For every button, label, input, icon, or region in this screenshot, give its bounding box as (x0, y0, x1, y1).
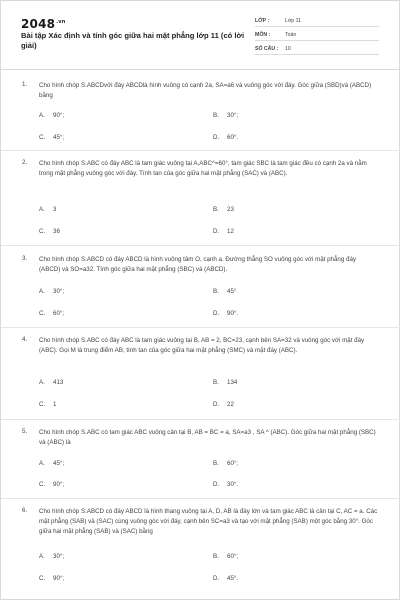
option-letter: B. (213, 206, 219, 213)
meta-subject (255, 29, 379, 41)
option-text: 45°; (53, 460, 65, 467)
option-text: 60°; (53, 310, 65, 317)
option-letter: B. (213, 379, 219, 386)
header-divider (1, 69, 400, 70)
question-number: 5. (22, 428, 28, 435)
meta-count-value: 10 (285, 46, 291, 52)
option-text: 30°; (53, 288, 65, 295)
option-letter: C. (39, 310, 46, 317)
option-b[interactable] (213, 552, 353, 562)
option-b[interactable] (213, 111, 353, 121)
option-b[interactable] (213, 378, 353, 388)
meta-count (255, 43, 379, 55)
option-b[interactable] (213, 205, 353, 215)
option-text: 90°; (53, 575, 65, 582)
option-a[interactable] (39, 205, 179, 215)
option-c[interactable] (39, 574, 179, 584)
question-text: Cho hình chóp S.ABCD có đáy ABCD là hình vuông tâm O, cạnh a. Đường thẳng SO vuông góc với mặt phẳng đáy (ABCD) và SO=a32. Tính góc giữa hai mặt phẳng (SBC) và (ABCD). (39, 256, 356, 273)
option-text: 30°; (53, 553, 65, 560)
question-separator (1, 419, 400, 420)
option-a[interactable] (39, 552, 179, 562)
option-c[interactable] (39, 309, 179, 319)
option-text: 45°. (227, 575, 239, 582)
option-text: 30°; (227, 112, 239, 119)
meta-subject-label: MÔN : (255, 32, 271, 38)
option-text: 60°. (227, 134, 239, 141)
option-text: 60°; (227, 553, 239, 560)
option-text: 134 (227, 379, 238, 386)
option-text: 22 (227, 401, 234, 408)
meta-grade-value: Lớp 11 (285, 18, 301, 24)
option-text: 30°. (227, 481, 239, 488)
option-text: 413 (53, 379, 64, 386)
option-letter: D. (213, 401, 220, 408)
option-letter: A. (39, 112, 45, 119)
option-letter: D. (213, 481, 220, 488)
option-text: 3 (53, 206, 57, 213)
option-letter: D. (213, 134, 220, 141)
site-logo[interactable] (21, 17, 66, 31)
question-number: 6. (22, 507, 28, 514)
option-letter: D. (213, 228, 220, 235)
option-c[interactable] (39, 400, 179, 410)
option-text: 23 (227, 206, 234, 213)
option-text: 45°; (53, 134, 65, 141)
option-letter: A. (39, 460, 45, 467)
meta-grade-label: LỚP : (255, 18, 270, 24)
option-letter: C. (39, 401, 46, 408)
question-separator (1, 150, 400, 151)
question-separator (1, 327, 400, 328)
question-separator (1, 245, 400, 246)
option-letter: C. (39, 134, 46, 141)
question-text: Cho hình chóp S.ABC có đáy ABC là tam giác vuông tại B, AB = 2, BC=23, cạnh bên SA=32 và vuông góc với mặt đáy (ABC). Gọi M là trung điểm AB, tính tan của góc giữa hai mặt phẳng (SMC) và mặt đáy (ABC). (39, 337, 365, 354)
option-letter: A. (39, 288, 45, 295)
option-text: 90°; (53, 112, 65, 119)
option-letter: C. (39, 575, 46, 582)
option-letter: C. (39, 481, 46, 488)
option-text: 60°; (227, 460, 239, 467)
option-a[interactable] (39, 287, 179, 297)
option-letter: D. (213, 575, 220, 582)
option-text: 12 (227, 228, 234, 235)
option-d[interactable] (213, 480, 353, 490)
option-d[interactable] (213, 227, 353, 237)
option-b[interactable] (213, 287, 353, 297)
question-number: 2. (22, 159, 28, 166)
question-separator (1, 498, 400, 499)
option-c[interactable] (39, 480, 179, 490)
option-letter: B. (213, 553, 219, 560)
option-d[interactable] (213, 574, 353, 584)
meta-subject-value: Toán (285, 32, 297, 38)
question-number: 1. (22, 81, 28, 88)
option-letter: B. (213, 288, 219, 295)
option-c[interactable] (39, 133, 179, 143)
logo-text: 2048 (21, 17, 56, 31)
option-letter: C. (39, 228, 46, 235)
option-letter: A. (39, 206, 45, 213)
option-text: 36 (53, 228, 60, 235)
option-a[interactable] (39, 111, 179, 121)
question-text: Cho hình chóp S.ABC có đáy ABC là tam giác vuông tại A,ABC^=60°, tam giác SBC là tam giác đều có cạnh 2a và nằm trong mặt phẳng vuông góc với đáy. Tính tan của góc giữa hai mặt phẳng (SAC) và (ABC). (39, 160, 367, 177)
meta-grade (255, 15, 379, 27)
logo-domain: .vn (56, 19, 66, 25)
question-text: Cho hình chóp S.ABC có tam giác ABC vuông cân tại B, AB = BC = a, SA=a3 , SA ^ (ABC). Góc giữa hai mặt phẳng (SBC) và (ABC) là (39, 429, 376, 446)
option-text: 45° (227, 288, 237, 295)
option-a[interactable] (39, 459, 179, 469)
option-text: 90°; (53, 481, 65, 488)
option-letter: A. (39, 379, 45, 386)
question-number: 3. (22, 255, 28, 262)
document-header (1, 1, 400, 67)
option-letter: B. (213, 460, 219, 467)
option-letter: B. (213, 112, 219, 119)
option-letter: D. (213, 310, 220, 317)
option-b[interactable] (213, 459, 353, 469)
question-text: Cho hình chóp S.ABCDvới đáy ABCDlà hình vuông có cạnh 2a, SA=a6 và vuông góc với đáy. Góc giữa (SBD)và (ABCD) bằng (39, 82, 372, 99)
option-d[interactable] (213, 309, 353, 319)
question-number: 4. (22, 336, 28, 343)
option-text: 90°. (227, 310, 239, 317)
meta-count-label: SỐ CÂU : (255, 46, 279, 52)
option-c[interactable] (39, 227, 179, 237)
option-text: 1 (53, 401, 57, 408)
option-d[interactable] (213, 400, 353, 410)
option-d[interactable] (213, 133, 353, 143)
document-title: Bài tập Xác định và tính góc giữa hai mặt phẳng lớp 11 (có lời giải) (21, 31, 245, 50)
option-a[interactable] (39, 378, 179, 388)
option-letter: A. (39, 553, 45, 560)
question-text: Cho hình chóp S.ABCD có đáy ABCD là hình thang vuông tại A, D, AB là đáy lớn và tam giác ABC là cân tại C, AC = a. Các mặt phẳng (SAB) và (SAC) cùng vuông góc với đáy, cạnh bên SC=a3 và tạo với mặt phẳng (SAB) một góc bằng 30°. Góc giữa hai mặt phẳng (SAB) và (SAC) bằng (39, 508, 378, 535)
